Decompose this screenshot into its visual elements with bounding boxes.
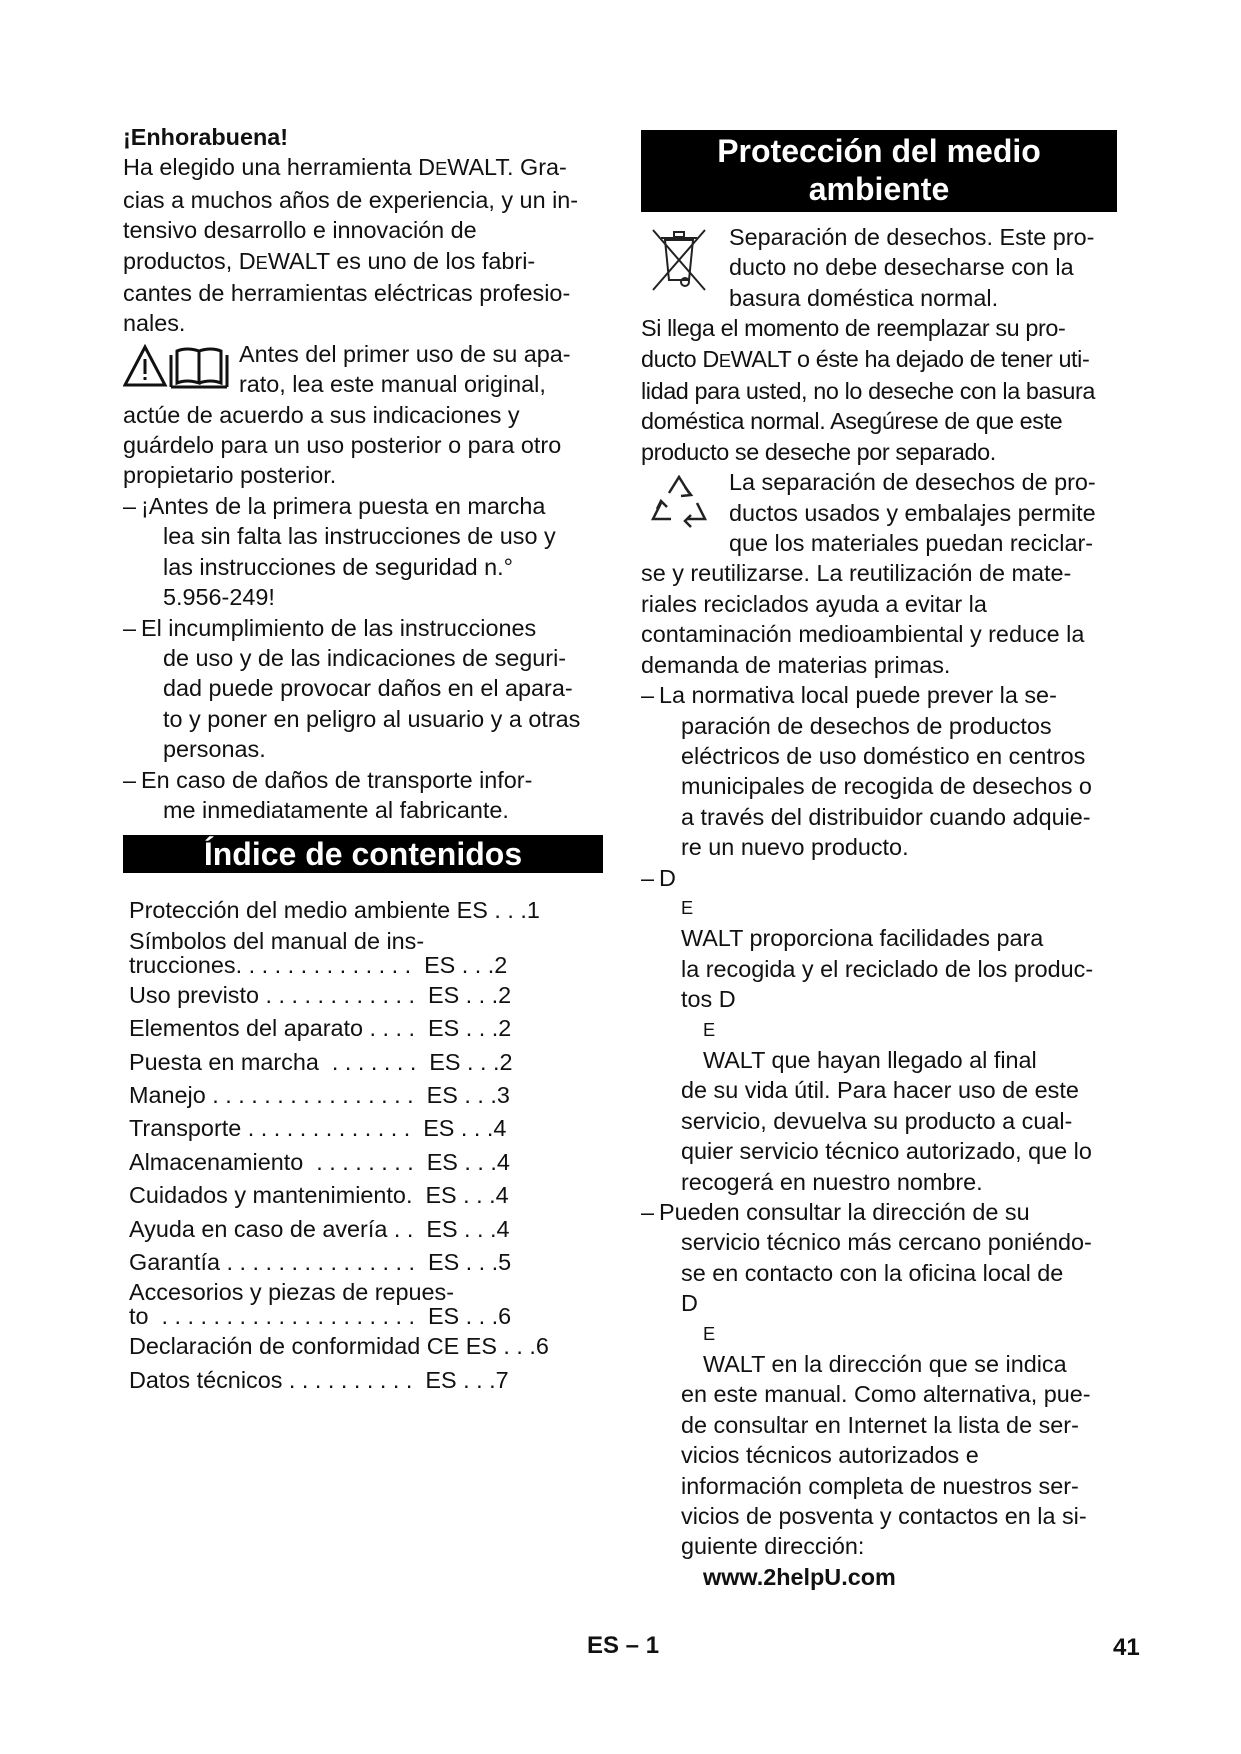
- right-column: [641, 130, 1117, 1592]
- warning-paragraph: Antes del primer uso de su apa- rato, lea este manual original, actúe de acuerdo a sus indicaciones y guárdelo para un uso posterior o para otro propietario posterior.: [123, 340, 571, 489]
- toc-entry[interactable]: Declaración de conformidad CE ES . . .6: [129, 1333, 549, 1360]
- toc-entry[interactable]: Símbolos del manual de ins- trucciones. . . . . . . . . . . . . . ES . . .2: [129, 927, 508, 978]
- toc-entry[interactable]: Elementos del aparato . . . . ES . . .2: [129, 1015, 512, 1042]
- section-page-label: ES – 1: [587, 1632, 660, 1659]
- toc-heading: Índice de contenidos: [123, 835, 603, 873]
- bullet-item: – En caso de daños de transporte infor- me inmediatamente al fabricante.: [123, 766, 533, 823]
- page-number: 41: [1113, 1634, 1140, 1661]
- bullet-item: – El incumplimiento de las instrucciones de uso y de las indicaciones de seguri- dad puede provocar daños en el apara- to y poner en peligro al usuario y a otras personas.: [123, 614, 581, 763]
- bullet-item: – ¡Antes de la primera puesta en marcha lea sin falta las instrucciones de uso y las instrucciones de seguridad n.° 5.956-249!: [123, 492, 556, 611]
- service-link[interactable]: www.2helpU.com: [703, 1563, 896, 1590]
- bullet-item: – La normativa local puede prever la se- paración de desechos de productos eléctricos de uso doméstico en centros municipales de recogida de desechos o a través del distribuidor cuando adquie- re un nuevo producto.: [641, 682, 1092, 861]
- toc-entry[interactable]: Transporte . . . . . . . . . . . . . ES . . .4: [129, 1115, 507, 1142]
- recycling-paragraph: La separación de desechos de pro- ductos usados y embalajes permite que los materiales puedan reciclar- se y reutilizarse. La reutilización de mate- riales reciclados ayuda a evitar la contaminación medioambiental y reduce la demanda de materias primas.: [641, 469, 1096, 678]
- crossed-out-wheelie-bin-icon: [647, 224, 711, 296]
- intro-paragraph: Ha elegido una herramienta DEWALT. Gra- cias a muchos años de experiencia, y un in- tensivo desarrollo e innovación de productos, DEWALT es uno de los fabri- cantes de herramientas eléctricas profesio- nales.: [123, 154, 579, 337]
- toc-entry[interactable]: Uso previsto . . . . . . . . . . . . ES . . .2: [129, 981, 512, 1008]
- toc-entry[interactable]: Accesorios y piezas de repues- to . . . . . . . . . . . . . . . . . . . . ES . . .6: [129, 1279, 512, 1330]
- toc-entry[interactable]: Manejo . . . . . . . . . . . . . . . . ES . . .3: [129, 1081, 510, 1108]
- toc-entry[interactable]: Protección del medio ambiente ES . . .1: [129, 897, 540, 924]
- toc-entry[interactable]: Puesta en marcha . . . . . . . ES . . .2: [129, 1048, 513, 1075]
- toc-entry[interactable]: Almacenamiento . . . . . . . . ES . . .4: [129, 1148, 510, 1175]
- toc-entry[interactable]: Cuidados y mantenimiento. ES . . .4: [129, 1182, 509, 1209]
- bullet-item: – Pueden consultar la dirección de su servicio técnico más cercano poniéndo- se en contacto con la oficina local de D E WALT en la dirección que se indica en este manual. Como alternativa, pue- de consultar en Internet la lista de ser- vicios técnicos autorizados e información completa de nuestros ser- vicios de posventa y contactos en la si- guiente dirección: www.2helpU.com: [641, 1197, 1117, 1592]
- recycling-symbol-icon: [647, 471, 711, 535]
- replacement-paragraph: Si llega el momento de reemplazar su pro- ducto DEWALT o éste ha dejado de tener uti- lidad para usted, no lo deseche con la basura doméstica normal. Asegúrese de que este producto se deseche por separado.: [641, 315, 1096, 465]
- left-column: [123, 122, 603, 1398]
- table-of-contents: [123, 895, 603, 1395]
- warning-triangle-and-book-icon: [123, 343, 229, 391]
- toc-entry[interactable]: Ayuda en caso de avería . . ES . . .4: [129, 1215, 510, 1242]
- environment-heading: Protección del medio ambiente: [641, 130, 1117, 212]
- disposal-paragraph: Separación de desechos. Este pro- ducto no debe desecharse con la basura doméstica normal.: [641, 222, 1117, 313]
- toc-entry[interactable]: Garantía . . . . . . . . . . . . . . . ES . . .5: [129, 1249, 512, 1275]
- bullet-item: – D E WALT proporciona facilidades para la recogida y el reciclado de los produc- tos D E WALT que hayan llegado al final de su vida útil. Para hacer uso de este servicio, devuelva su producto a cual- quier servicio técnico autorizado, que lo recogerá en nuestro nombre.: [641, 864, 1094, 1195]
- greeting-heading: ¡Enhorabuena!: [123, 124, 289, 150]
- toc-entry[interactable]: Datos técnicos . . . . . . . . . . ES . . .7: [129, 1366, 509, 1393]
